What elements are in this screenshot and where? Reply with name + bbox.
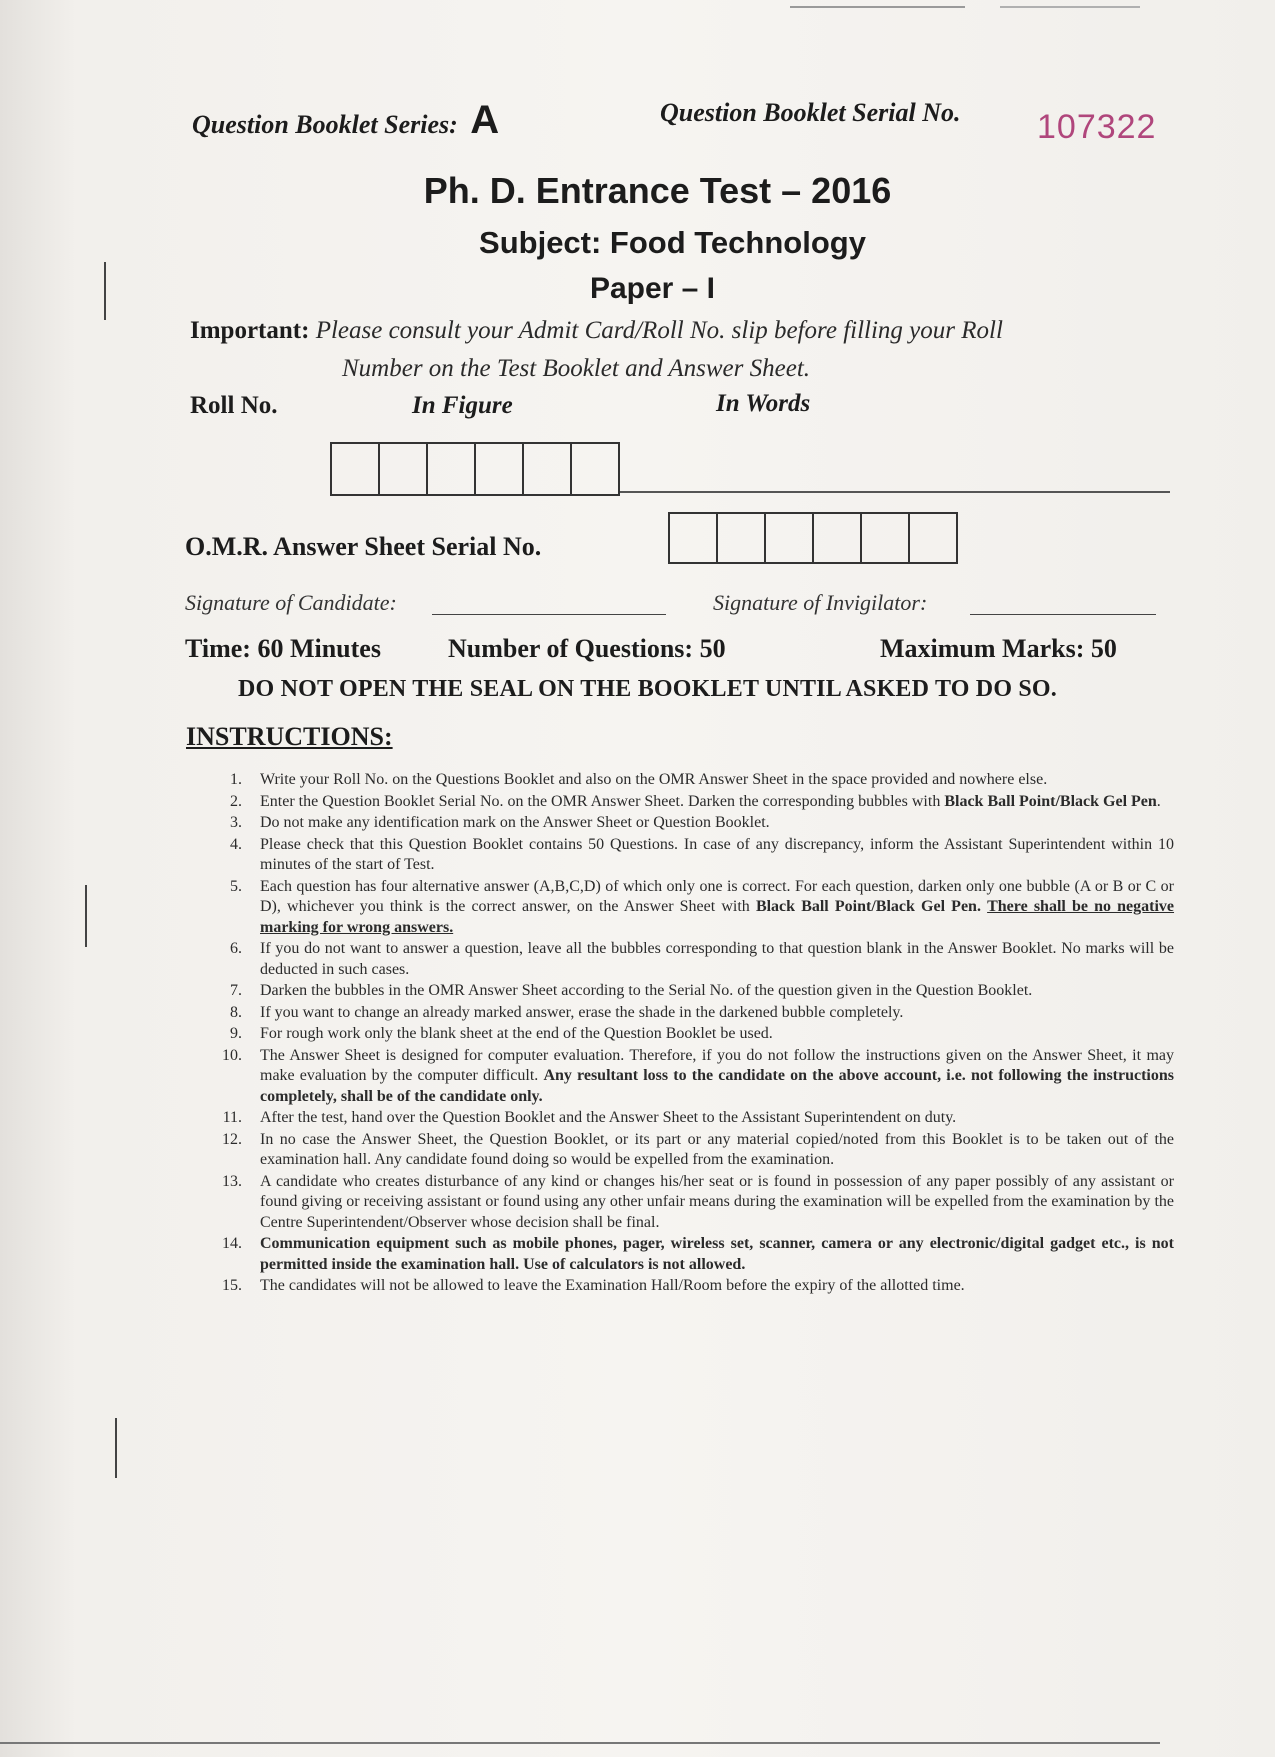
instruction-text: Darken the bubbles in the OMR Answer Sheet according to the Serial No. of the question given in the Question Booklet.	[260, 982, 1033, 999]
instruction-number: 12.	[222, 1130, 242, 1148]
instructions-list	[214, 770, 1174, 1298]
roll-number-figure-boxes[interactable]	[330, 442, 620, 496]
candidate-signature-label: Signature of Candidate:	[185, 590, 397, 615]
booklet-series-letter: A	[470, 98, 500, 142]
roll-in-figure-label: In Figure	[412, 392, 513, 419]
roll-digit-box[interactable]	[476, 444, 524, 494]
instruction-text: The candidates will not be allowed to leave the Examination Hall/Room before the expiry of the allotted time.	[260, 1277, 965, 1294]
instruction-item	[214, 1024, 1174, 1045]
instructions-heading: INSTRUCTIONS:	[186, 722, 393, 751]
omr-digit-box[interactable]	[910, 514, 958, 562]
seal-notice: DO NOT OPEN THE SEAL ON THE BOOKLET UNTIL ASKED TO DO SO.	[238, 676, 1057, 702]
instruction-text: A candidate who creates disturbance of any kind or changes his/her seat or is found in possession of any paper possibly of any assistant or found giving or receiving assistant or found using any other unfair means during the examination will be expelled from the examination by the Centre Superintendent/Observer whose decision shall be final.	[260, 1172, 1174, 1231]
scan-edge-line	[0, 1742, 1160, 1744]
candidate-signature-line[interactable]	[432, 614, 666, 615]
important-text-line1: Please consult your Admit Card/Roll No. slip before filling your Roll	[315, 317, 1003, 344]
instruction-item	[214, 1234, 1174, 1275]
roll-digit-box[interactable]	[572, 444, 620, 494]
instruction-text: If you want to change an already marked answer, erase the shade in the darkened bubble completely.	[260, 1003, 904, 1021]
instruction-number: 15.	[222, 1277, 242, 1294]
instruction-number: 6.	[230, 940, 242, 957]
omr-digit-box[interactable]	[718, 514, 766, 562]
instruction-item	[214, 877, 1174, 939]
important-text-line2: Number on the Test Booklet and Answer Sheet.	[342, 355, 811, 382]
instruction-number: 1.	[230, 771, 242, 788]
instruction-item	[214, 835, 1174, 876]
important-note	[190, 312, 1180, 388]
subject-title: Subject: Food Technology	[479, 225, 866, 260]
roll-digit-box[interactable]	[428, 444, 476, 494]
maximum-marks: Maximum Marks: 50	[880, 634, 1117, 663]
scan-margin-mark	[115, 1418, 117, 1478]
instruction-item	[214, 1130, 1174, 1171]
exam-time: Time: 60 Minutes	[185, 634, 381, 663]
instruction-text: In no case the Answer Sheet, the Question Booklet, or its part or any material copied/noted from this Booklet is to be taken out of the examination hall. Any candidate found doing so would be expelled from the examination.	[260, 1130, 1174, 1168]
instruction-text: Each question has four alternative answer (A,B,C,D) of which only one is correct. For each question, darken only one bubble (A or B or C or D), whichever you think is the correct answer, on the Answer Sheet with	[260, 877, 1174, 915]
instruction-item	[214, 1003, 1174, 1024]
instruction-text: Black Ball Point/Black Gel Pen	[944, 792, 1157, 810]
instruction-number: 10.	[222, 1046, 242, 1064]
instruction-text: Any resultant loss to the candidate on the above account, i.e. not following the instructions completely, shall be of the candidate only.	[260, 1067, 1174, 1105]
instruction-item	[214, 1108, 1174, 1129]
omr-digit-box[interactable]	[814, 514, 862, 562]
instruction-number: 13.	[222, 1172, 242, 1190]
omr-serial-boxes[interactable]	[668, 512, 958, 564]
instruction-text: If you do not want to answer a question, leave all the bubbles corresponding to that question blank in the Answer Booklet. No marks will be deducted in such cases.	[260, 940, 1174, 978]
instruction-item	[214, 1276, 1174, 1297]
instruction-item	[214, 1046, 1174, 1108]
omr-serial-label: O.M.R. Answer Sheet Serial No.	[185, 532, 542, 561]
paper-title: Paper – I	[589, 272, 716, 305]
instruction-text: Communication equipment such as mobile phones, pager, wireless set, scanner, camera or any electronic/digital gadget etc., is not permitted inside the examination hall. Use of calculators is not allowed.	[260, 1235, 1174, 1273]
question-count: Number of Questions: 50	[448, 634, 726, 663]
invigilator-signature-label: Signature of Invigilator:	[713, 590, 928, 615]
instruction-number: 5.	[230, 877, 242, 895]
omr-digit-box[interactable]	[670, 514, 718, 562]
omr-digit-box[interactable]	[766, 514, 814, 562]
exam-title: Ph. D. Entrance Test – 2016	[423, 170, 892, 211]
instruction-item	[214, 792, 1174, 813]
instruction-item	[214, 813, 1174, 834]
omr-digit-box[interactable]	[862, 514, 910, 562]
instruction-text: Enter the Question Booklet Serial No. on the OMR Answer Sheet. Darken the corresponding bubbles with	[260, 792, 945, 810]
scan-margin-mark	[85, 885, 87, 947]
roll-digit-box[interactable]	[380, 444, 428, 494]
important-label: Important:	[190, 317, 310, 344]
instruction-number: 9.	[230, 1025, 242, 1042]
instruction-number: 8.	[230, 1003, 242, 1021]
instruction-text: The Answer Sheet is designed for computer evaluation. Therefore, if you do not follow the instructions given on the Answer Sheet, it may make evaluation by the computer difficult.	[260, 1046, 1174, 1084]
booklet-serial-number: 107322	[1037, 108, 1157, 146]
instruction-item	[214, 1172, 1174, 1234]
roll-in-words-label: In Words	[716, 390, 811, 417]
instruction-text: For rough work only the blank sheet at the end of the Question Booklet be used.	[260, 1025, 773, 1042]
scan-edge-line	[1000, 6, 1140, 8]
invigilator-signature-line[interactable]	[970, 614, 1156, 615]
instruction-item	[214, 939, 1174, 980]
instruction-item	[214, 981, 1174, 1002]
booklet-series-label: Question Booklet Series:	[192, 110, 458, 139]
instruction-number: 3.	[230, 814, 242, 831]
instruction-text: .	[1156, 792, 1161, 810]
instruction-text: Please check that this Question Booklet contains 50 Questions. In case of any discrepancy, inform the Assistant Superintendent within 10 minutes of the start of Test.	[260, 835, 1174, 873]
scan-edge-line	[790, 6, 965, 8]
roll-in-words-line[interactable]	[620, 491, 1170, 493]
instruction-text: Write your Roll No. on the Questions Booklet and also on the OMR Answer Sheet in the space provided and nowhere else.	[260, 771, 1048, 788]
roll-digit-box[interactable]	[524, 444, 572, 494]
roll-digit-box[interactable]	[332, 444, 380, 494]
booklet-serial-label: Question Booklet Serial No.	[660, 98, 961, 127]
instruction-text: After the test, hand over the Question Booklet and the Answer Sheet to the Assistant Superintendent on duty.	[260, 1109, 957, 1126]
instruction-number: 11.	[222, 1109, 242, 1126]
booklet-series	[192, 98, 499, 143]
instruction-number: 2.	[230, 792, 242, 810]
instruction-text: Black Ball Point/Black Gel Pen.	[755, 898, 981, 915]
instruction-item	[214, 770, 1174, 791]
roll-number-label: Roll No.	[190, 392, 278, 419]
instruction-number: 14.	[222, 1235, 242, 1252]
instruction-number: 4.	[230, 835, 242, 853]
instruction-text: Do not make any identification mark on the Answer Sheet or Question Booklet.	[260, 814, 770, 831]
instruction-number: 7.	[230, 982, 242, 999]
instruction-text: There shall be no negative marking for wrong answers.	[260, 898, 1175, 936]
